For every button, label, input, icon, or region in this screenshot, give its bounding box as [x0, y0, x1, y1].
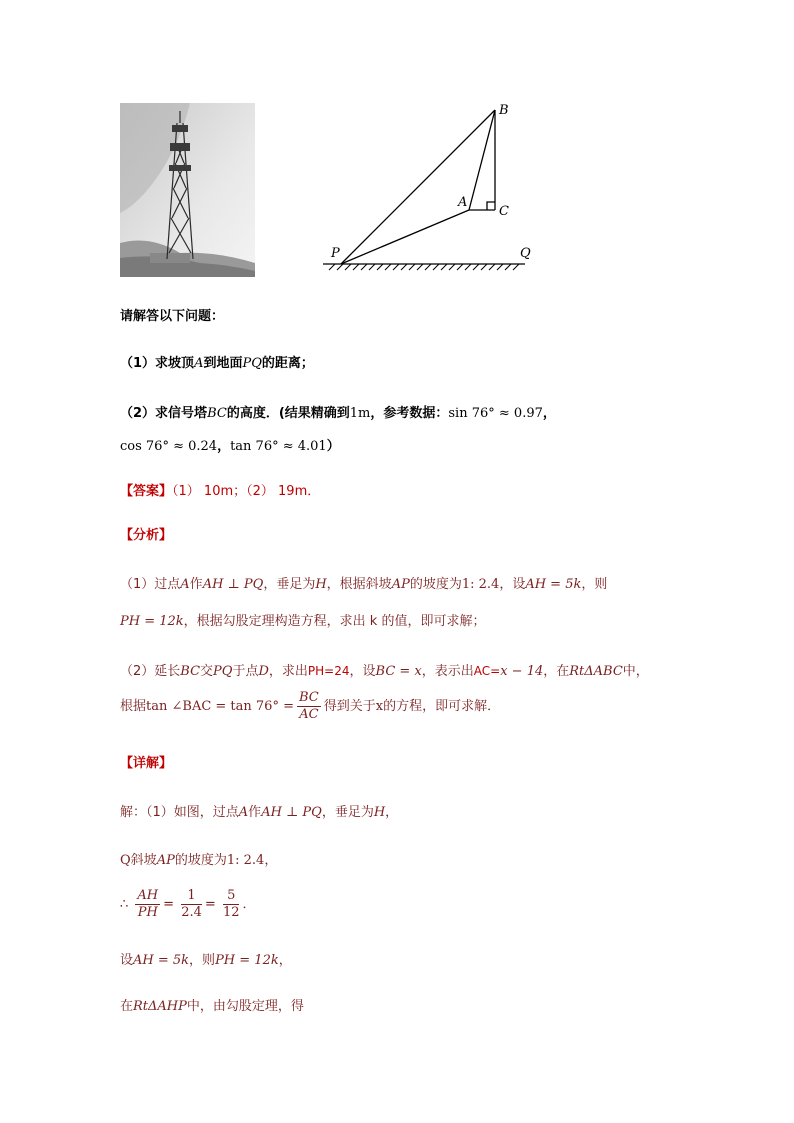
tower-photo — [120, 103, 255, 277]
prompt-text: 请解答以下问题： — [120, 309, 225, 324]
analysis-line-2: PH = 12k，根据勾股定理构造方程，求出 k 的值，即可求解； — [120, 614, 486, 629]
analysis-line-3: （2）延长BC交PQ于点D，求出PH=24，设BC = x，表示出AC=x − 14，在RtΔABC中， — [120, 664, 649, 679]
analysis-line-1: （1）过点A作AH ⊥ PQ，垂足为H，根据斜坡AP的坡度为1: 2.4，设AH = 5k，则 — [120, 577, 608, 592]
fraction-5-12: $\frac{5}{12}$ — [222, 888, 240, 920]
detail-tag: 【详解】 — [120, 756, 173, 771]
detail-line-3: ∴ $\frac{AH}{PH}$ = $\frac{1}{2.4}$ = $\frac{5}{12}$ ． — [120, 888, 256, 920]
label-Q: Q — [520, 246, 531, 261]
detail-line-4: 设AH = 5k，则PH = 12k， — [120, 953, 292, 968]
label-P: P — [331, 246, 340, 261]
detail-line-5: 在RtΔAHP中，由勾股定理，得 — [120, 999, 304, 1014]
label-A: A — [458, 195, 468, 210]
fraction-bc-ac: $\frac{BC}{AC}$ — [298, 690, 319, 722]
question-2-line1: （2）求信号塔BC的高度．(结果精确到1m，参考数据：sin 76° ≈ 0.97， — [120, 406, 556, 421]
question-1: （1）求坡顶A到地面PQ的距离； — [120, 356, 314, 371]
detail-line-2: Q斜坡AP的坡度为1: 2.4， — [120, 853, 278, 868]
detail-line-1: 解：（1）如图，过点A作AH ⊥ PQ，垂足为H， — [120, 805, 399, 820]
answer-tag: 【答案】 — [120, 484, 173, 499]
answer-line: 【答案】（1） 10m；（2） 19m． — [120, 484, 321, 499]
label-C: C — [499, 204, 509, 219]
question-2-line2: cos 76° ≈ 0.24，tan 76° ≈ 4.01） — [120, 439, 340, 454]
geometry-diagram — [315, 98, 545, 273]
analysis-line-4: 根据tan ∠BAC = tan 76° = $\frac{BC}{AC}$ 得到关于x的方程，即可求解． — [120, 690, 501, 722]
analysis-tag: 【分析】 — [120, 528, 173, 543]
fraction-1-2-4: $\frac{1}{2.4}$ — [181, 888, 202, 920]
fraction-ah-ph: $\frac{AH}{PH}$ — [137, 888, 159, 920]
label-B: B — [499, 103, 509, 118]
